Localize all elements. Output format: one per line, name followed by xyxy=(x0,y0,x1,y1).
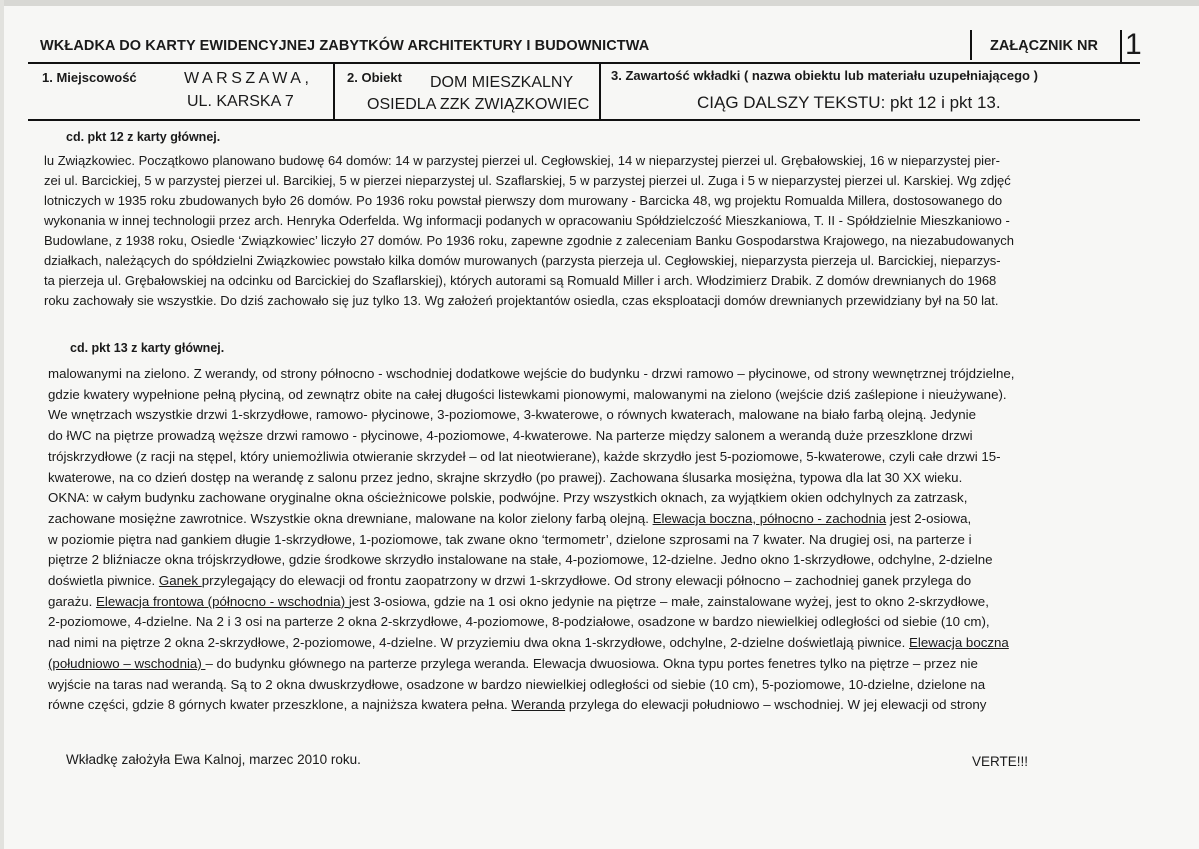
underlined-heading: Elewacja frontowa (północno - wschodnia) xyxy=(96,593,349,609)
object-line1: DOM MIESZKALNY xyxy=(430,74,574,91)
verte-note: VERTE!!! xyxy=(972,754,1029,769)
section13-text xyxy=(48,364,1014,716)
section12-line: lu Związkowiec. Początkowo planowano budowę 64 domów: 14 w parzystej pierzei ul. Cegłowskiej, 14 w nieparzystej pierzei ul. Grębałowskiej, 16 w nieparzystej pier- xyxy=(44,153,1000,168)
field-divider-2 xyxy=(599,64,601,120)
text-span: garażu. xyxy=(48,593,97,609)
section13-line xyxy=(48,592,1014,613)
object-line2: OSIEDLA ZZK ZWIĄZKOWIEC xyxy=(367,96,590,113)
text-span: jest 3-osiowa, gdzie na 1 osi okno jedynie na piętrze – małe, zainstalowane wyżej, jest to okno 2-skrzydłowe, xyxy=(348,593,989,609)
section12-line: wykonania w innej technologii przez arch. Henryka Oderfelda. Wg informacji podanych w opracowaniu Spółdzielczość Mieszkaniowa, T. II - Spółdzielnie Mieszkaniowo - xyxy=(44,213,1010,228)
annex-label: ZAŁĄCZNIK NR xyxy=(990,38,1098,54)
text-span: – do budynku głównego na parterze przylega weranda. Elewacja dwuosiowa. Okna typu portes fenetres tylko na piętrze – przez nie xyxy=(205,655,978,671)
underlined-heading: Elewacja boczna, północno - zachodnia xyxy=(652,510,887,526)
object-label: 2. Obiekt xyxy=(347,70,402,85)
section12-line: zei ul. Barcickiej, 5 w parzystej pierzei ul. Barcikiej, 5 w pierzei nieparzystej ul. Szaflarskiej, 5 w parzystej pierzei ul. Zuga i 5 w nieparzystej pierzei ul. Karskiej. Wg zdjęć xyxy=(44,173,1011,188)
section13-line: kwaterowe, na co dzień dostęp na werandę z salonu przez jedno, skrajne skrzydło (po prawej). Zachowana ślusarka mosiężna, typowa dla lat 30 XX wieku. xyxy=(48,469,963,485)
section12-text xyxy=(44,151,1014,311)
locality-city: WARSZAWA, xyxy=(184,70,313,87)
text-span: zachowane mosiężne zawrotnice. Wszystkie okna drewniane, malowane na kolor zielony farbą olejną. xyxy=(48,510,649,526)
section13-line: We wnętrzach wszystkie drzwi 1-skrzydłowe, ramowo- płycinowe, 3-poziomowe, 3-kwaterowe, o równych kwaterach, malowane na biało farbą olejną. Jedynie xyxy=(48,407,976,423)
section13-line: gdzie kwatery wypełnione pełną płyciną, od zewnątrz obite na całej długości listewkami pionowymi, malowanymi na zielono (wejście dziś zaślepione i nieużywane). xyxy=(48,386,1007,402)
underlined-heading: Ganek xyxy=(158,573,202,589)
text-span: doświetla piwnice. xyxy=(48,573,159,589)
section13-line: malowanymi na zielono. Z werandy, od strony północno - wschodniej dodatkowe wejście do budynku - drzwi ramowo – płycinowe, od strony wewnętrznej trójdzielne, xyxy=(48,366,1015,381)
section13-line: piętrze 2 bliźniacze okna trójskrzydłowe, gdzie środkowe skrzydło instalowane na stałe, 4-poziomowe, 12-dzielne. Jedno okno 1-skrzydłowe, odchylne, 2-dzielne xyxy=(48,552,993,568)
section12-line: lotniczych w 1935 roku zbudowanych było 26 domów. Po 1936 roku powstał pierwszy dom murowany - Barcicka 48, wg projektu Romualda Millera, dostosowanego do xyxy=(44,193,1003,208)
section12-line: Budowlane, z 1938 roku, Osiedle ‘Związkowiec’ liczyło 27 domów. Po 1936 roku, zapewne zgodnie z zaleceniam Banku Gospodarstwa Krajowego, na niezabudowanych xyxy=(44,233,1015,248)
document-title: WKŁADKA DO KARTY EWIDENCYJNEJ ZABYTKÓW ARCHITEKTURY I BUDOWNICTWA xyxy=(40,38,650,54)
underlined-heading: Weranda xyxy=(511,697,566,713)
section13-line xyxy=(48,509,1014,530)
section12-line: roku zachowały sie wszystkie. Do dziś zachowało się juz tylko 13. Wg założeń projektantów osiedla, czas eksploatacji domów drewnianych przewidziany był na 50 lat. xyxy=(44,293,999,308)
underlined-heading: (południowo – wschodnia) xyxy=(48,655,206,671)
text-span: przylega do elewacji południowo – wschodniej. W jej elewacji od strony xyxy=(565,697,987,713)
section13-line: do łWC na piętrze prowadzą węższe drzwi ramowo - płycinowe, 4-poziomowe, 4-kwaterowe. Na parterze między salonem a werandą duże przeszklone drzwi xyxy=(48,428,973,444)
header-rule xyxy=(28,62,1140,64)
underlined-heading: Elewacja boczna xyxy=(909,635,1009,651)
section13-line: wyjście na taras nad werandą. Są to 2 okna dwuskrzydłowe, osadzone w bardzo niewielkiej odległości od siebie (10 cm), 5-poziomowe, 10-dzielne, dzielone na xyxy=(48,676,986,692)
annex-number: 1 xyxy=(1125,28,1142,61)
scan-edge-left xyxy=(0,0,4,849)
section13-line: trójskrzydłowe (z racji na stępel, który uniemożliwia otwieranie skrzydeł – od lat nieotwierane), każde skrzydło jest 5-poziomowe, 5-kwaterowe, czyli całe drzwi 15- xyxy=(48,448,1001,464)
field-divider-1 xyxy=(333,64,335,120)
content-value: CIĄG DALSZY TEKSTU: pkt 12 i pkt 13. xyxy=(697,93,1001,112)
section12-line: ta pierzeja ul. Grębałowskiej na odcinku od Barcickiej do Szaflarskiej), których autorami są Romuald Miller i arch. Włodzimierz Drabik. Z domów drewnianych do 1968 xyxy=(44,273,997,288)
section13-line xyxy=(48,654,1014,675)
locality-street: UL. KARSKA 7 xyxy=(187,93,294,110)
scan-edge-top xyxy=(0,0,1199,6)
section12-line: działkach, należących do spółdzielni Związkowiec powstało kilka domów murowanych (parzysta pierzeja ul. Cegłowskiej, nieparzysta pierzeja ul. Barcickiej, nieparzys- xyxy=(44,253,1001,268)
author-note: Wkładkę założyła Ewa Kalnoj, marzec 2010 roku. xyxy=(66,752,361,767)
section13-heading: cd. pkt 13 z karty głównej. xyxy=(70,341,225,355)
text-span: przylegający do elewacji od frontu zaopatrzony w drzwi 1-skrzydłowe. Od strony elewacji północno – zachodniej ganek przylega do xyxy=(201,573,972,589)
header-divider xyxy=(970,30,972,60)
content-label: 3. Zawartość wkładki ( nazwa obiektu lub materiału uzupełniającego ) xyxy=(611,68,1038,83)
text-span: nad nimi na piętrze 2 okna 2-skrzydłowe, 2-poziomowe, 4-dzielne. W przyziemiu dwa okna 1-skrzydłowe, odchylne, 2-dzielne doświetlają piwnice. xyxy=(48,635,910,651)
section13-line: 2-poziomowe, 4-dzielne. Na 2 i 3 osi na parterze 2 okna 2-skrzydłowe, 4-poziomowe, 8-podziałowe, osadzone w bardzo niewielkiej odległości od siebie (10 cm), xyxy=(48,614,990,630)
section13-line xyxy=(48,633,1014,654)
text-span: równe części, gdzie 8 górnych kwater przeszklone, a najniższa kwatera pełna. xyxy=(48,697,512,713)
fields-rule xyxy=(28,119,1140,121)
section12-heading: cd. pkt 12 z karty głównej. xyxy=(66,130,221,144)
section13-line: OKNA: w całym budynku zachowane oryginalne okna ościeżnicowe polskie, podwójne. Przy wszystkich oknach, za wyjątkiem okien odchylnych za zatrzask, xyxy=(48,490,968,506)
annex-divider xyxy=(1120,30,1122,62)
section13-line xyxy=(48,695,1014,716)
locality-label: 1. Miejscowość xyxy=(42,70,137,85)
text-span: jest 2-osiowa, xyxy=(886,510,972,526)
section13-line xyxy=(48,571,1014,592)
section13-line: w poziomie piętra nad gankiem długie 1-skrzydłowe, 1-poziomowe, tak zwane okno ‘termometr’, dzielone szprosami na 7 kwater. Na drugiej osi, na parterze i xyxy=(48,531,972,547)
